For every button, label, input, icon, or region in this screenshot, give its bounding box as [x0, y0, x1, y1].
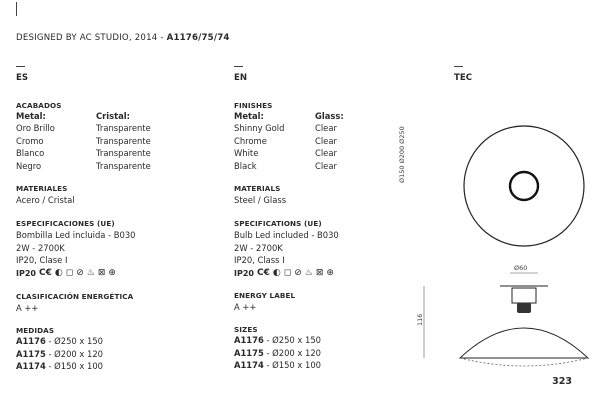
en-glass-list	[315, 122, 337, 172]
canopy-outline-top	[510, 172, 538, 200]
class-i-icon: ◻	[283, 268, 292, 278]
list-item: Black	[234, 160, 257, 171]
list-item: Clear	[315, 123, 337, 133]
page-margin-mark	[16, 2, 17, 16]
es-metal-label: Metal:	[16, 111, 46, 121]
weee-icon: ⊠	[97, 268, 106, 278]
en-metal-label: Metal:	[234, 111, 264, 121]
list-item: Bombilla Led incluida - B030	[16, 230, 136, 240]
es-specs-list	[16, 229, 136, 267]
top-diameter-label: Ø60	[514, 264, 528, 272]
no-dimming-icon: ⊘	[294, 268, 302, 278]
es-metal-list	[16, 122, 55, 172]
list-item: A1174 - Ø150 x 100	[16, 361, 103, 371]
en-energy-title: ENERGY LABEL	[234, 291, 296, 300]
bulb-icon: ♨	[86, 268, 95, 278]
list-item: Negro	[16, 160, 42, 171]
es-glass-list	[96, 122, 151, 172]
list-item: A1174 - Ø150 x 100	[234, 360, 321, 370]
es-glass-label: Cristal:	[96, 111, 131, 121]
list-item: Shinny Gold	[234, 123, 285, 133]
en-specs-title: SPECIFICATIONS (UE)	[234, 219, 322, 228]
list-item: A1176 - Ø250 x 150	[234, 335, 321, 345]
en-finishes-title: FINISHES	[234, 101, 273, 110]
ce-mark-icon: C€	[38, 268, 52, 278]
list-item: 2W - 2700K	[16, 242, 65, 253]
class-i-icon: ◻	[65, 268, 74, 278]
ground-icon: ⊕	[108, 268, 116, 278]
technical-drawing	[420, 118, 590, 393]
list-item: A1175 - Ø200 x 120	[16, 348, 103, 359]
tec-title: TEC	[454, 73, 473, 83]
en-glass-label: Glass:	[315, 111, 344, 121]
bulb-icon: ♨	[304, 268, 313, 278]
diameter-label: Ø150 Ø200 Ø250	[398, 126, 406, 183]
list-item: Bulb Led included - B030	[234, 230, 339, 240]
es-dash	[16, 66, 25, 67]
ground-icon: ⊕	[326, 268, 334, 278]
es-energy-title: CLASIFICACIÓN ENERGÉTICA	[16, 292, 134, 301]
page-number: 323	[552, 376, 572, 387]
glass-shade-side	[460, 328, 588, 358]
en-title: EN	[234, 73, 248, 83]
designer-header	[16, 33, 230, 43]
es-energy-value: A ++	[16, 303, 39, 313]
list-item: Transparente	[96, 135, 151, 146]
tec-dash	[454, 66, 463, 67]
list-item: A1176 - Ø250 x 150	[16, 336, 103, 346]
list-item: Transparente	[96, 160, 151, 171]
en-materials: Steel / Glass	[234, 195, 287, 205]
es-title: ES	[16, 73, 29, 83]
en-certification-icons	[234, 268, 334, 278]
en-specs-list	[234, 229, 339, 267]
energy-icon: ◐	[272, 268, 281, 278]
no-dimming-icon: ⊘	[76, 268, 84, 278]
weee-icon: ⊠	[315, 268, 324, 278]
height-label: 116	[416, 313, 424, 326]
es-materials: Acero / Cristal	[16, 195, 75, 205]
en-sizes-title: SIZES	[234, 325, 258, 334]
designer-text: DESIGNED BY AC STUDIO, 2014 -	[16, 33, 167, 43]
ip20-label: IP20	[234, 268, 254, 278]
list-item: Chrome	[234, 135, 267, 146]
shade-outline-top	[464, 126, 584, 246]
list-item: IP20, Class I	[234, 255, 285, 265]
list-item: 2W - 2700K	[234, 242, 283, 253]
es-finishes-title: ACABADOS	[16, 101, 62, 110]
canopy-body	[512, 288, 536, 303]
product-code: A1176/75/74	[166, 33, 230, 43]
list-item: Transparente	[96, 148, 151, 158]
ce-mark-icon: C€	[256, 268, 270, 278]
es-materials-title: MATERIALES	[16, 184, 68, 193]
list-item: IP20, Clase I	[16, 255, 68, 265]
es-certification-icons	[16, 268, 116, 278]
en-metal-list	[234, 122, 284, 172]
en-dash	[234, 66, 243, 67]
en-sizes-list	[234, 334, 321, 372]
list-item: Blanco	[16, 148, 45, 158]
list-item: Clear	[315, 148, 337, 158]
es-sizes-list	[16, 335, 103, 373]
list-item: Clear	[315, 135, 337, 146]
en-materials-title: MATERIALS	[234, 184, 281, 193]
list-item: Transparente	[96, 123, 151, 133]
en-energy-value: A ++	[234, 302, 257, 312]
list-item: Oro Brillo	[16, 123, 55, 133]
es-specs-title: ESPECIFICACIONES (UE)	[16, 219, 115, 228]
es-sizes-title: MEDIDAS	[16, 326, 55, 335]
ip20-label: IP20	[16, 268, 36, 278]
list-item: Cromo	[16, 135, 44, 146]
lamp-socket	[517, 303, 531, 313]
list-item: A1175 - Ø200 x 120	[234, 347, 321, 358]
list-item: White	[234, 148, 259, 158]
shade-rim	[460, 358, 588, 366]
energy-icon: ◐	[54, 268, 63, 278]
list-item: Clear	[315, 160, 337, 171]
